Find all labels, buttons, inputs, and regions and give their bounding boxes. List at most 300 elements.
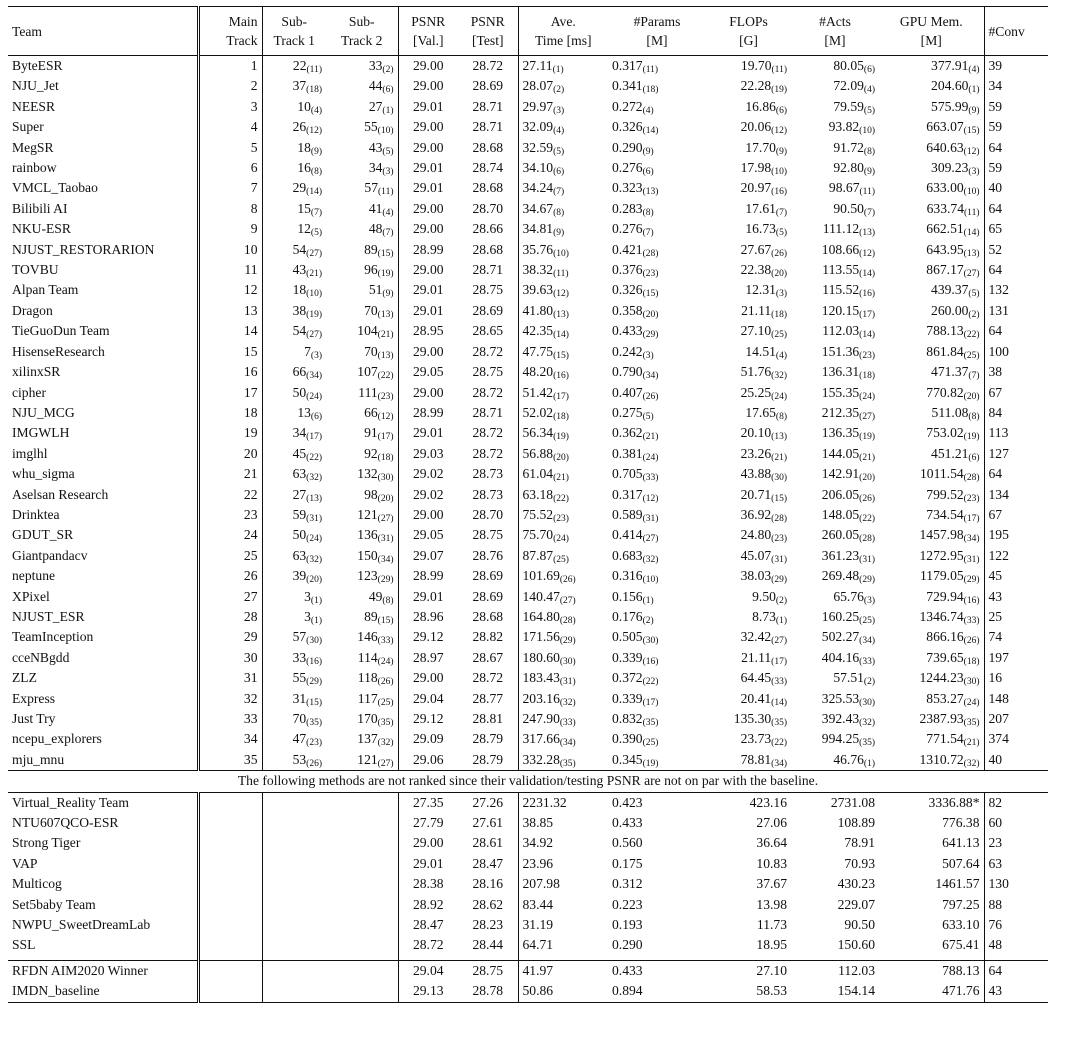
subtrack1-rank: [262, 342, 326, 362]
rank-subscript: (6): [310, 411, 322, 422]
psnr-test: 28.47: [458, 854, 518, 874]
conv: 76: [988, 917, 1003, 933]
value: 20.71: [740, 486, 772, 502]
team-name: NEESR: [8, 97, 198, 117]
team-name: mju_mnu: [8, 750, 198, 771]
main-track-rank: 29: [198, 627, 262, 647]
subtrack1-rank: [262, 321, 326, 341]
flops: [706, 219, 791, 239]
rank-subscript: (5): [553, 146, 565, 157]
value: 121: [357, 751, 378, 767]
value: 0.326: [612, 119, 643, 135]
empty-cell: [326, 792, 398, 813]
header-line: Sub-: [348, 14, 375, 29]
team-name: Drinktea: [8, 505, 198, 525]
rank-subscript: (28): [963, 473, 980, 484]
ave-time: [518, 158, 608, 178]
value: 770.82: [926, 384, 964, 400]
gpu-mem: [879, 321, 984, 341]
value: 38: [292, 302, 307, 318]
psnr-val: 28.99: [412, 568, 444, 584]
rank-subscript: (19): [859, 432, 875, 443]
conv: 59: [988, 119, 1003, 135]
psnr-test: 27.61: [458, 813, 518, 833]
value: 853.27: [926, 690, 964, 706]
rank-subscript: (33): [559, 718, 576, 728]
value: 111: [358, 384, 378, 400]
main-track-rank: 17: [198, 383, 262, 403]
flops: 10.83: [756, 855, 787, 871]
value: 75.70: [522, 527, 554, 543]
value: 170: [357, 711, 378, 726]
psnr-val: 28.96: [412, 608, 444, 624]
header-line: [G]: [739, 33, 758, 48]
rank-subscript: (1): [310, 595, 322, 606]
psnr-test: 28.23: [458, 915, 518, 935]
value: 0.407: [612, 384, 643, 400]
psnr-test: 28.72: [458, 668, 518, 688]
table-row: [8, 117, 1048, 137]
value: 66: [364, 404, 378, 420]
team-name: imglhl: [8, 444, 198, 464]
value: 136.35: [821, 425, 860, 441]
gpu-mem: [879, 668, 984, 688]
value: 35.76: [522, 241, 554, 257]
table-row: [8, 240, 1048, 260]
subtrack1-rank: [262, 607, 326, 627]
acts: 78.91: [844, 835, 875, 851]
rank-subscript: (7): [642, 228, 654, 239]
value: 56.88: [522, 445, 554, 461]
psnr-test: 28.77: [458, 689, 518, 709]
ave-time: [518, 668, 608, 688]
ave-time: 207.98: [522, 876, 560, 892]
flops: 18.95: [756, 937, 787, 953]
team-name: ByteESR: [8, 56, 198, 77]
params: [608, 546, 706, 566]
psnr-val: 29.00: [412, 58, 444, 73]
value: 633.00: [926, 180, 964, 196]
psnr-test: 28.75: [458, 362, 518, 382]
conv: 43: [988, 588, 1003, 604]
value: 43.88: [740, 466, 772, 482]
rank-subscript: (32): [859, 718, 875, 728]
value: 1272.95: [919, 547, 964, 563]
value: 112.03: [822, 323, 860, 339]
conv: 40: [988, 751, 1003, 767]
value: 3: [304, 608, 311, 624]
team-name: ZLZ: [8, 668, 198, 688]
value: 1011.54: [919, 466, 964, 482]
value: 21.11: [741, 649, 772, 665]
value: 52.02: [522, 404, 554, 420]
value: 0.176: [612, 608, 643, 624]
subtrack1-rank: [262, 240, 326, 260]
acts: [791, 403, 879, 423]
value: 0.372: [612, 670, 643, 686]
main-track-rank: 16: [198, 362, 262, 382]
empty-cell: [262, 960, 326, 981]
gpu-mem: 776.38: [879, 813, 984, 833]
subtrack2-rank: [326, 76, 398, 96]
value: 92.80: [833, 160, 864, 176]
rank-subscript: (13): [377, 309, 394, 320]
rank-subscript: (5): [310, 228, 322, 239]
acts: [791, 607, 879, 627]
subtrack2-rank: [326, 199, 398, 219]
subtrack2-rank: [326, 178, 398, 198]
rank-subscript: (7): [775, 207, 787, 218]
rank-subscript: (8): [968, 411, 980, 422]
value: 0.376: [612, 262, 643, 278]
empty-cell: [198, 935, 262, 955]
rank-subscript: (13): [963, 248, 980, 259]
gpu-mem: [879, 362, 984, 382]
rank-subscript: (34): [642, 371, 659, 382]
rank-subscript: (28): [642, 248, 659, 259]
value: 0.341: [612, 78, 643, 94]
psnr-val: 29.00: [412, 670, 444, 686]
flops: [706, 158, 791, 178]
psnr-test: 28.81: [458, 709, 518, 729]
psnr-val: 28.92: [412, 896, 444, 912]
table-row: [8, 729, 1048, 749]
psnr-test: 28.72: [458, 383, 518, 403]
conv: 134: [988, 486, 1009, 502]
header-line: Main: [228, 14, 258, 29]
rank-subscript: (2): [642, 615, 654, 626]
subtrack1-rank: [262, 56, 326, 77]
value: 61.04: [522, 466, 554, 482]
rank-subscript: (13): [642, 187, 659, 198]
params: [608, 689, 706, 709]
rank-subscript: (31): [642, 513, 659, 524]
rank-subscript: (23): [963, 493, 980, 504]
empty-cell: [326, 833, 398, 853]
psnr-test: 28.69: [458, 587, 518, 607]
value: 8.73: [752, 608, 776, 624]
rank-subscript: (5): [968, 289, 980, 300]
subtrack2-rank: [326, 280, 398, 300]
params: [608, 607, 706, 627]
flops: 27.10: [706, 960, 791, 981]
flops: [706, 709, 791, 729]
table-row: [8, 56, 1048, 77]
value: 34.81: [522, 221, 554, 237]
rank-subscript: (12): [553, 289, 569, 300]
psnr-test: 28.16: [458, 874, 518, 894]
rank-subscript: (30): [559, 656, 576, 667]
psnr-test: 28.72: [458, 423, 518, 443]
psnr-val: 29.00: [412, 835, 444, 851]
value: 0.326: [612, 282, 643, 298]
rank-subscript: (5): [382, 146, 394, 157]
value: 1244.23: [919, 670, 964, 686]
psnr-val: 29.00: [412, 119, 444, 135]
gpu-mem: [879, 158, 984, 178]
rank-subscript: (20): [377, 493, 394, 504]
rank-subscript: (29): [377, 575, 394, 586]
value: 123: [357, 568, 378, 584]
flops: 36.64: [756, 835, 787, 851]
subtrack2-rank: [326, 403, 398, 423]
rank-subscript: (19): [963, 432, 980, 443]
rank-subscript: (10): [642, 575, 659, 586]
value: 24.80: [740, 527, 772, 543]
value: 120.15: [821, 302, 860, 318]
params: [608, 566, 706, 586]
table-row: [8, 709, 1048, 729]
subtrack1-rank: [262, 158, 326, 178]
flops: 58.53: [706, 981, 791, 1002]
value: 26: [292, 119, 307, 135]
value: 50: [292, 384, 307, 400]
value: 471.37: [931, 364, 969, 380]
flops: [706, 383, 791, 403]
conv: 130: [988, 876, 1009, 892]
rank-subscript: (12): [963, 146, 980, 157]
flops: [706, 587, 791, 607]
ave-time: [518, 56, 608, 77]
table-note: The following methods are not ranked since their validation/testing PSNR are not on par with the baseline.: [8, 771, 1048, 792]
flops: [706, 240, 791, 260]
rank-subscript: (6): [382, 85, 394, 96]
value: 377.91: [931, 58, 969, 73]
team-name: Alpan Team: [8, 280, 198, 300]
rank-subscript: (15): [771, 493, 787, 504]
value: 20.10: [740, 425, 772, 441]
value: 135.30: [733, 711, 772, 726]
gpu-mem: [879, 383, 984, 403]
gpu-mem: 471.76: [879, 981, 984, 1002]
acts: [791, 342, 879, 362]
ave-time: 50.86: [518, 981, 608, 1002]
value: 164.80: [522, 608, 560, 624]
ave-time: [518, 607, 608, 627]
rank-subscript: (31): [963, 554, 980, 565]
rank-subscript: (35): [771, 718, 787, 728]
conv: 34: [988, 78, 1003, 94]
value: 20.97: [740, 180, 772, 196]
params: [608, 362, 706, 382]
gpu-mem: [879, 566, 984, 586]
rank-subscript: (29): [963, 575, 980, 586]
conv: 127: [988, 445, 1009, 461]
main-track-rank: 7: [198, 178, 262, 198]
main-track-rank: 31: [198, 668, 262, 688]
value: 79.59: [833, 98, 864, 114]
value: 643.95: [926, 241, 964, 257]
column-header: [198, 7, 262, 56]
acts: 112.03: [791, 960, 879, 981]
rank-subscript: (34): [306, 371, 322, 382]
conv: 195: [988, 527, 1009, 543]
psnr-test: 28.69: [458, 566, 518, 586]
psnr-val: 27.79: [412, 815, 444, 831]
ave-time: [518, 362, 608, 382]
value: 98: [364, 486, 378, 502]
rank-subscript: (24): [306, 534, 322, 545]
rank-subscript: (35): [377, 718, 394, 728]
rank-subscript: (26): [642, 391, 659, 402]
table-row: [8, 648, 1048, 668]
rank-subscript: (3): [382, 167, 394, 178]
ave-time: 83.44: [522, 896, 554, 912]
gpu-mem: [879, 403, 984, 423]
flops: 37.67: [756, 876, 787, 892]
value: 0.290: [612, 139, 643, 155]
value: 45.07: [740, 547, 772, 563]
rank-subscript: (21): [859, 452, 875, 463]
gpu-mem: [879, 280, 984, 300]
conv: 131: [988, 302, 1009, 318]
psnr-val: 29.12: [412, 629, 444, 645]
value: 34.67: [522, 200, 554, 216]
rank-subscript: (26): [377, 677, 394, 688]
rank-subscript: (8): [642, 207, 654, 218]
psnr-val: 29.12: [412, 711, 444, 726]
empty-cell: [262, 915, 326, 935]
conv: 16: [988, 670, 1003, 686]
conv: 67: [988, 506, 1003, 522]
team-name: cceNBgdd: [8, 648, 198, 668]
rank-subscript: (16): [771, 187, 787, 198]
gpu-mem: [879, 546, 984, 566]
flops: 11.73: [756, 917, 787, 933]
subtrack2-rank: [326, 750, 398, 771]
rank-subscript: (3): [863, 595, 875, 606]
value: 89: [364, 241, 378, 257]
psnr-test: 28.73: [458, 464, 518, 484]
psnr-test: 28.69: [458, 301, 518, 321]
params: [608, 485, 706, 505]
header-line: PSNR: [411, 14, 446, 29]
rank-subscript: (32): [559, 697, 576, 708]
value: 16.73: [745, 221, 776, 237]
value: 136: [357, 527, 378, 543]
conv: 64: [988, 262, 1003, 278]
value: 140.47: [522, 588, 560, 604]
subtrack2-rank: [326, 668, 398, 688]
rank-subscript: (8): [775, 411, 787, 422]
rank-subscript: (1): [863, 758, 875, 769]
acts: [791, 219, 879, 239]
gpu-mem: 641.13: [879, 833, 984, 853]
subtrack2-rank: [326, 505, 398, 525]
team-name: VMCL_Taobao: [8, 178, 198, 198]
main-track-rank: 15: [198, 342, 262, 362]
params: [608, 199, 706, 219]
rank-subscript: (20): [553, 452, 569, 463]
gpu-mem: [879, 750, 984, 771]
rank-subscript: (18): [771, 309, 787, 320]
column-header: [398, 7, 458, 56]
rank-subscript: (18): [306, 85, 322, 96]
rank-subscript: (19): [642, 758, 659, 769]
rank-subscript: (15): [377, 615, 394, 626]
value: 46.76: [833, 751, 864, 767]
params: [608, 709, 706, 729]
rank-subscript: (25): [642, 738, 659, 749]
table-row: [8, 362, 1048, 382]
acts: [791, 423, 879, 443]
psnr-val: 29.00: [412, 78, 444, 94]
rank-subscript: (24): [642, 452, 659, 463]
rank-subscript: (18): [859, 371, 875, 382]
value: 118: [357, 670, 378, 686]
params: [608, 301, 706, 321]
value: 70: [364, 302, 378, 318]
gpu-mem: [879, 138, 984, 158]
main-track-rank: 3: [198, 97, 262, 117]
ave-time: [518, 76, 608, 96]
params: 0.423: [612, 794, 643, 810]
subtrack2-rank: [326, 301, 398, 321]
flops: [706, 648, 791, 668]
team-name: rainbow: [8, 158, 198, 178]
column-header: [518, 7, 608, 56]
acts: [791, 199, 879, 219]
rank-subscript: (16): [553, 371, 569, 382]
psnr-val: 29.13: [398, 981, 458, 1002]
subtrack2-rank: [326, 362, 398, 382]
rank-subscript: (9): [642, 146, 654, 157]
value: 90.50: [833, 200, 864, 216]
rank-subscript: (17): [859, 309, 875, 320]
value: 43: [292, 262, 307, 278]
rank-subscript: (10): [306, 289, 322, 300]
gpu-mem: [879, 199, 984, 219]
acts: [791, 178, 879, 198]
rank-subscript: (1): [552, 65, 564, 75]
psnr-val: 28.99: [412, 241, 444, 257]
gpu-mem: 788.13: [879, 960, 984, 981]
ave-time: [518, 301, 608, 321]
rank-subscript: (7): [968, 371, 980, 382]
ave-time: 38.85: [522, 815, 554, 831]
team-name: Virtual_Reality Team: [8, 792, 198, 813]
psnr-test: 28.71: [458, 117, 518, 137]
subtrack2-rank: [326, 525, 398, 545]
value: 17.65: [745, 404, 776, 420]
psnr-test: 28.70: [458, 505, 518, 525]
header-line: FLOPs: [729, 14, 768, 29]
value: 15: [297, 200, 311, 216]
acts: [791, 321, 879, 341]
value: 269.48: [821, 568, 860, 584]
header-line: PSNR: [470, 14, 505, 29]
rank-subscript: (29): [559, 636, 576, 647]
team-name: Giantpandacv: [8, 546, 198, 566]
acts: [791, 546, 879, 566]
subtrack1-rank: [262, 566, 326, 586]
header-line: Track: [226, 33, 258, 48]
header-line: [Test]: [471, 33, 504, 48]
ave-time: [518, 546, 608, 566]
psnr-val: 29.00: [412, 139, 444, 155]
table-row: [8, 960, 1048, 981]
rank-subscript: (2): [382, 65, 394, 75]
gpu-mem: [879, 342, 984, 362]
main-track-rank: 24: [198, 525, 262, 545]
params: [608, 423, 706, 443]
empty-cell: [326, 960, 398, 981]
value: 75.52: [522, 506, 554, 522]
gpu-mem: [879, 709, 984, 729]
params: 0.894: [608, 981, 706, 1002]
gpu-mem: [879, 240, 984, 260]
ave-time: [518, 280, 608, 300]
